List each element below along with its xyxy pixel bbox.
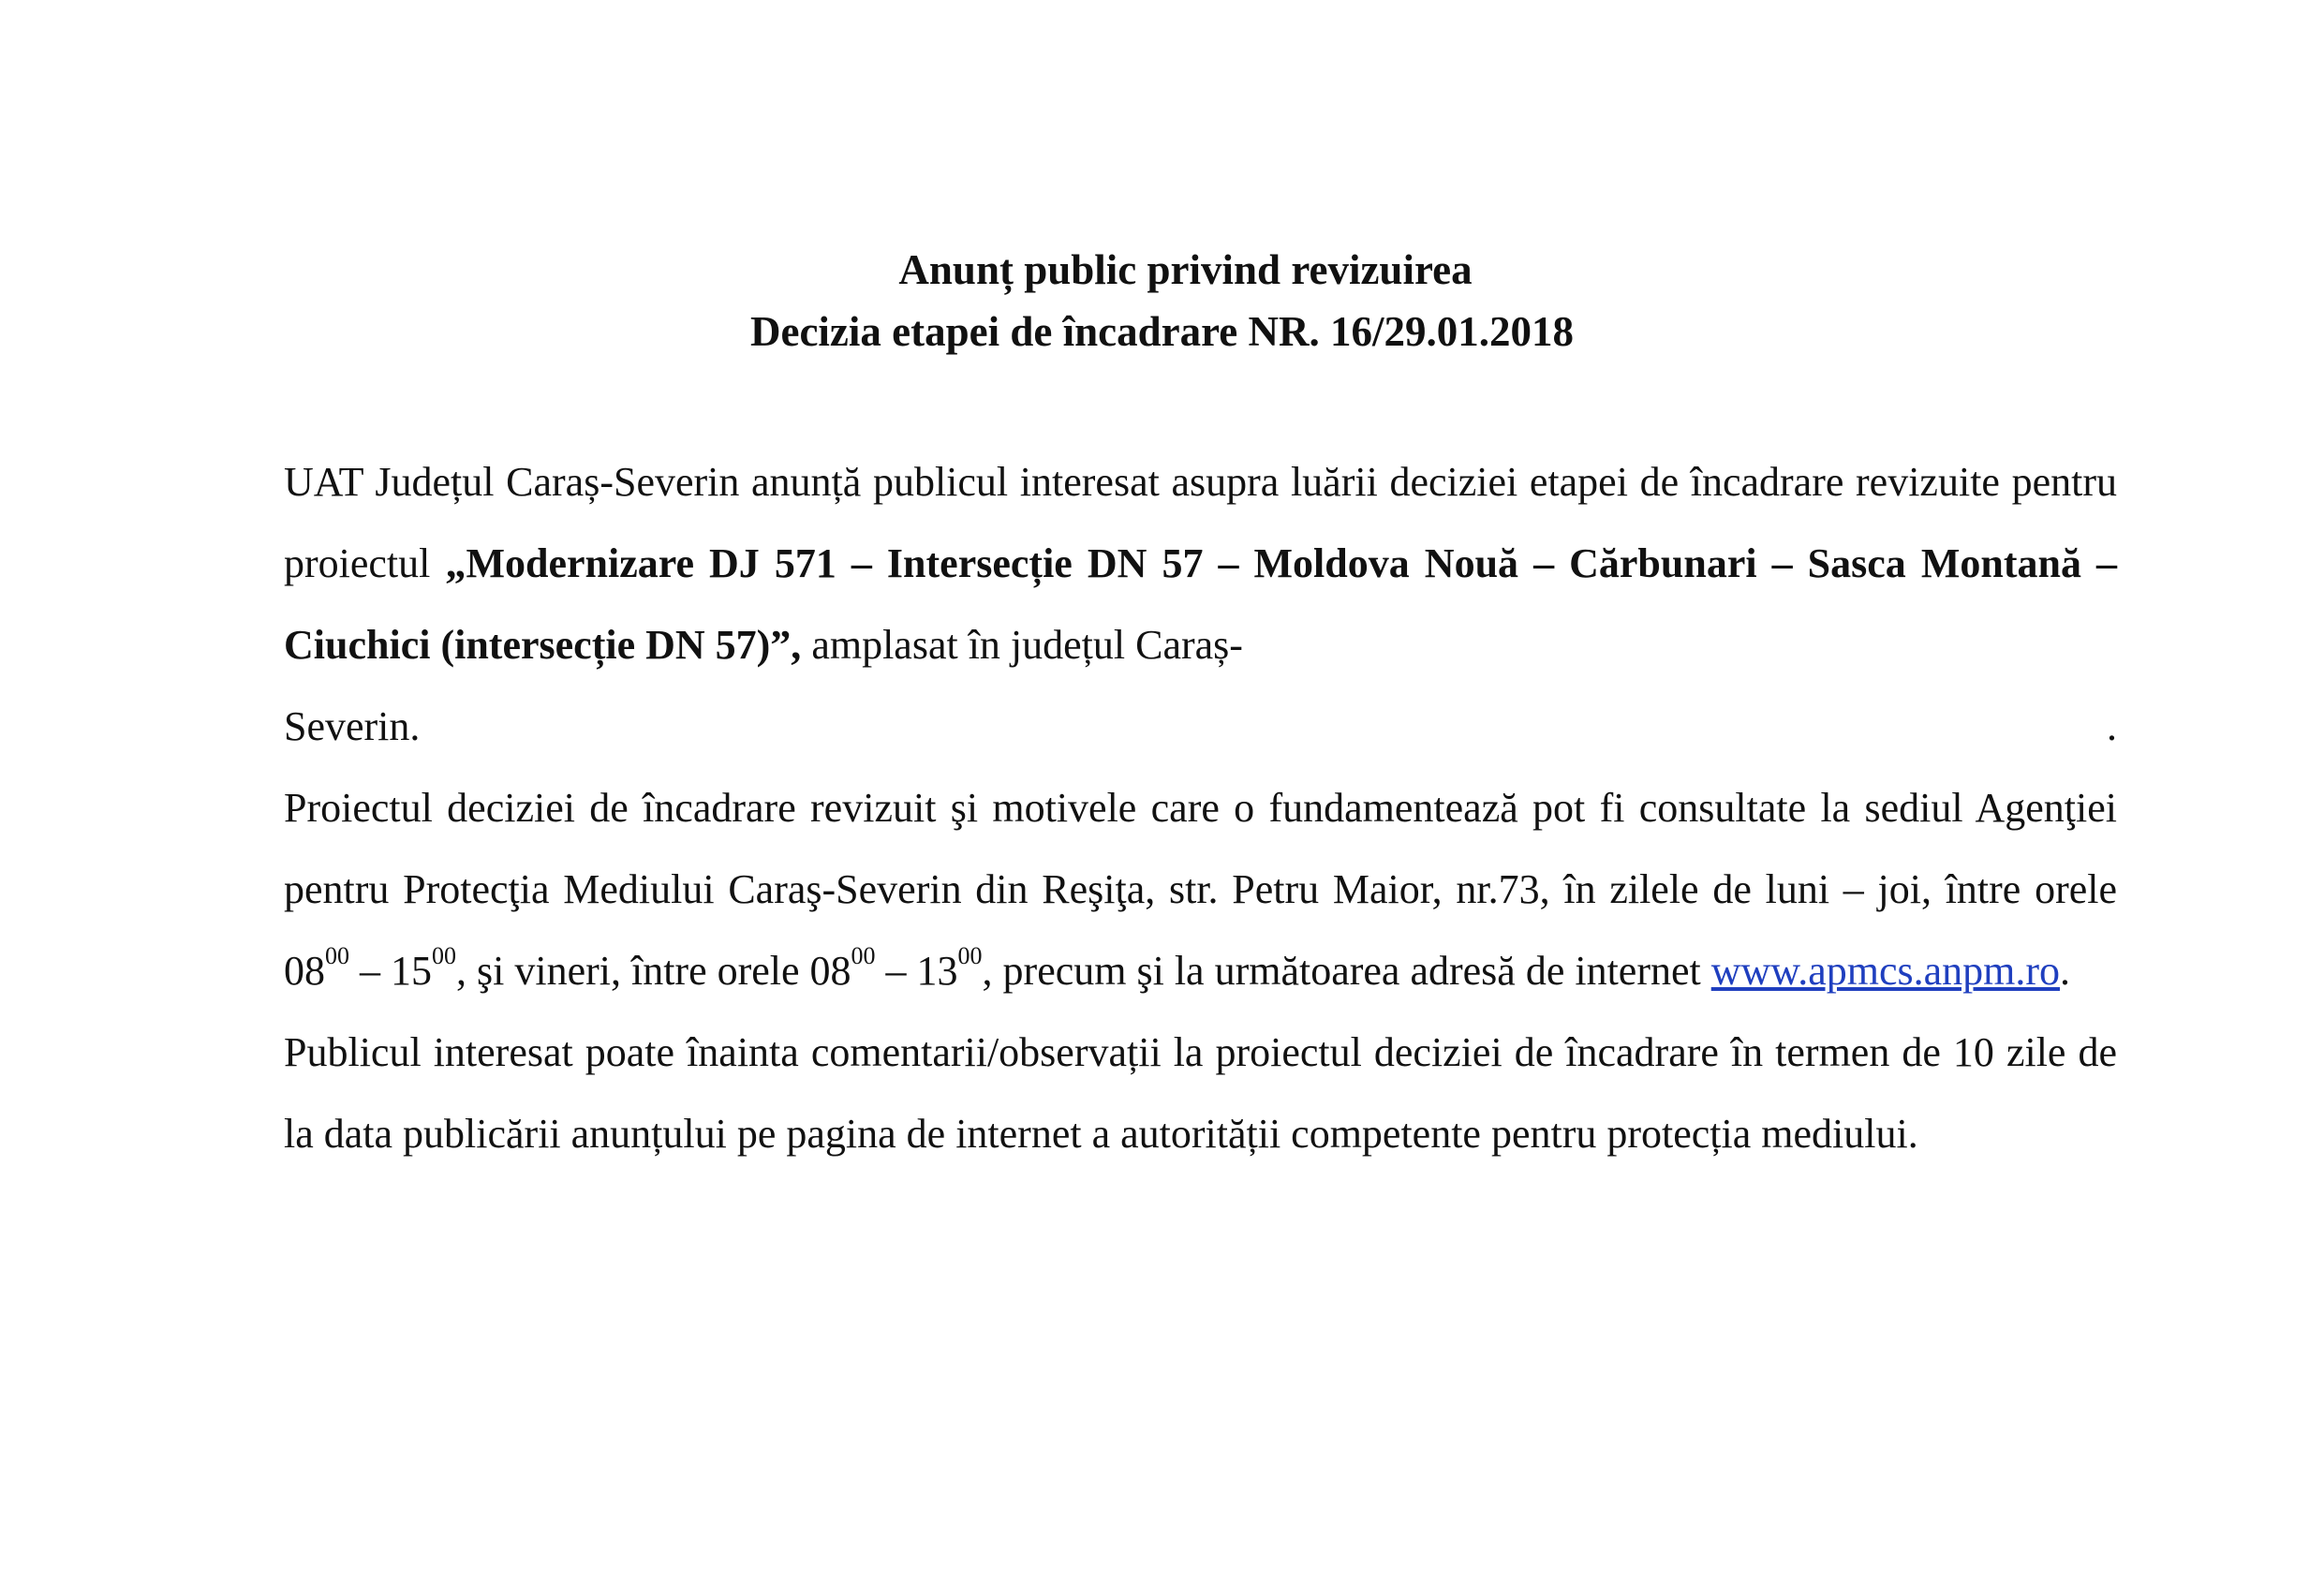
paragraph-comments: Publicul interesat poate înainta comentarii/observații la proiectul deciziei de încadrare în termen de 10 zile de la data publicării anunțului pe pagina de internet a autorității competente pentru protecția mediului.: [284, 1029, 2117, 1157]
time-dash-1: –: [349, 948, 391, 994]
paragraph-announcement: [284, 441, 2117, 767]
time-3: $08^{00}$: [809, 942, 876, 994]
time-2: $15^{00}$: [391, 942, 456, 994]
consultation-text-d: .: [2060, 948, 2071, 994]
consultation-text-c: , precum şi la următoarea adresă de internet: [982, 948, 1711, 994]
severin-line: [284, 686, 2117, 767]
location-end: Severin.: [284, 703, 421, 749]
project-name: „Modernizare DJ 571 – Intersecție DN 57 – Moldova Nouă – Cărbunari – Sasca Montană – Ciuchici (intersecție DN 57)”,: [284, 540, 2118, 668]
title-line-2: Decizia etapei de încadrare NR. 16/29.01.2018: [749, 308, 1575, 355]
trailing-dot: .: [2107, 703, 2117, 749]
announcement-intro: UAT Județul Caraș-Severin anunță publicul interesat asupra luării deciziei etapei de încadrare revizuite pentru proiectul: [284, 459, 2117, 586]
paragraph-consultation: [284, 767, 2117, 1011]
consultation-text-a: Proiectul deciziei de încadrare revizuit şi motivele care o fundamentează pot fi consultate la sediul Agenţiei pentru Protecţia Mediului Caraş-Severin din Reşiţa, str. Petru Maior, nr.73, în zilele de luni – joi, între orele: [284, 785, 2117, 912]
time-4: $13^{00}$: [916, 942, 983, 994]
document-title: [0, 239, 2324, 362]
website-link[interactable]: www.apmcs.anpm.ro: [1710, 948, 2061, 994]
title-line-1: Anunț public privind revizuirea: [898, 246, 1473, 293]
consultation-text-b: , şi vineri, între orele: [456, 948, 810, 994]
time-1: $08^{00}$: [284, 942, 349, 994]
time-dash-2: –: [875, 948, 917, 994]
document-body: [284, 441, 2117, 1174]
project-location: amplasat în județul Caraș-: [801, 622, 1243, 668]
